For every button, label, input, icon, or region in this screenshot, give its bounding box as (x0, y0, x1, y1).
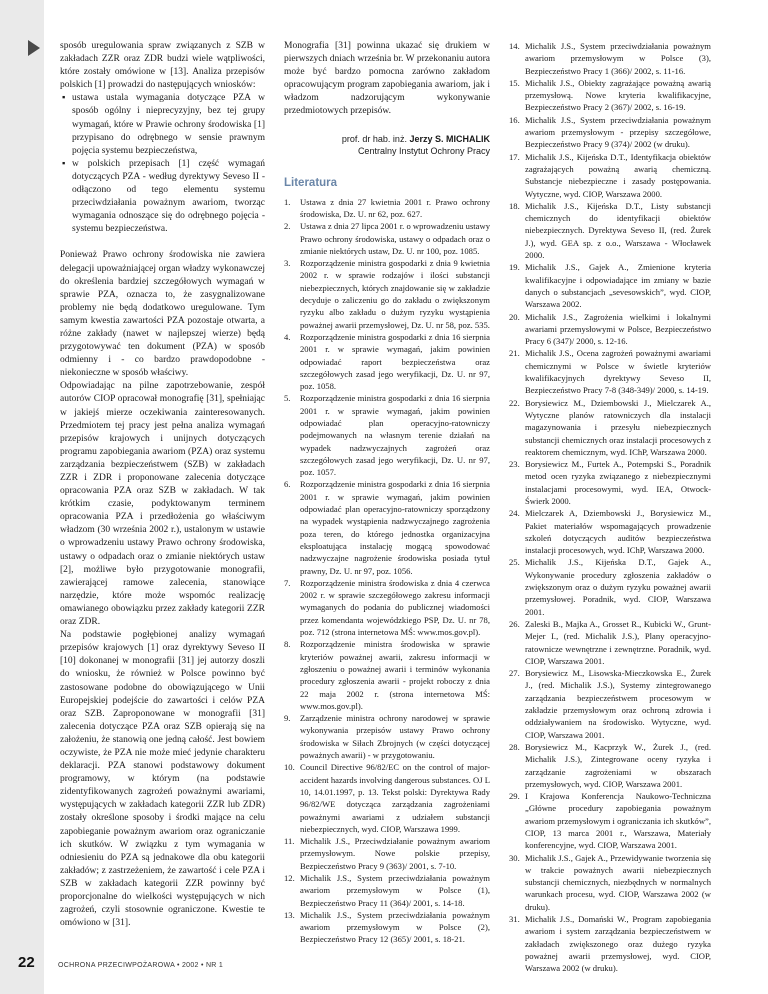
reference-item (509, 347, 711, 396)
reference-number: 31. (509, 914, 520, 925)
reference-number: 20. (509, 311, 520, 322)
reference-number: 1. (284, 196, 291, 207)
reference-item (284, 478, 490, 576)
author-name: Jerzy S. MICHALIK (409, 133, 490, 144)
author-affiliation: Centralny Instytut Ochrony Pracy (357, 145, 490, 156)
reference-item (509, 397, 711, 458)
reference-text: Ustawa z dnia 27 kwietnia 2001 r. Prawo ochrony środowiska, Dz. U. nr 62, poz. 627. (300, 196, 490, 219)
reference-text: Michalik J.S., Kijeńska D.T., Identyfikacja obiektów zagrażających poważną awarią chemiczną. Substancje niebezpieczne i zasady postępowania. Wytyczne, wyd. CIOP, Warszawa 2000. (525, 151, 711, 199)
reference-list (284, 196, 490, 946)
reference-number: 5. (284, 393, 291, 404)
bullet-list (60, 92, 265, 236)
reference-number: 6. (284, 479, 291, 490)
reference-text: Borysiewicz M., Dziembowski J., Mielczarek A., Wytyczne planów ratowniczych dla instalacji magazynowania i przesyłu niebezpiecznych substancji chemicznych oraz instalacji procesowych z reaktorem chemicznym, wyd. IChP, Warszawa 2000. (525, 397, 711, 457)
reference-number: 30. (509, 852, 520, 863)
reference-text: I Krajowa Konferencja Naukowo-Techniczna „Główne procedury zapobiegania poważnym awariom przemysłowym i ograniczania ich skutków”, CIOP, 13 marca 2001 r., Warszawa, Materiały konferencyjne, wyd. CIOP, Warszawa 2001. (525, 791, 711, 851)
reference-item (284, 392, 490, 478)
reference-number: 24. (509, 508, 520, 519)
reference-text: Michalik J.S., Ocena zagrożeń poważnymi awariami chemicznymi w Polsce w świetle kryteriów kwalifikacyjnych dyrektywy Seveso II, Bezpieczeństwo Pracy 7-8 (348-349)/ 2000, s. 14-19. (525, 348, 711, 396)
reference-number: 13. (284, 909, 295, 920)
reference-item (509, 261, 711, 310)
column-1 (60, 40, 265, 930)
reference-item (509, 618, 711, 667)
bullet-item: ▪ w polskich przepisach [1] część wymagań dotyczących PZA - według dyrektywy Seveso II - odłączono od tego elementu systemu przeciwdziałania poważnym awariom, tworząc wymagania odnoszące się do odrębnego pojęcia - systemu bezpieczeństwa. (60, 158, 265, 237)
reference-text: Rozporządzenie ministra środowiska z dnia 4 czerwca 2002 r. w sprawie szczegółowego zakresu informacji wymaganych do podania do publicznej wiadomości przez komendanta wojewódzkiego PSP, Dz. U. nr 78, poz. 712 (strona internetowa MŚ: www.mos.gov.pl). (300, 577, 490, 638)
reference-number: 17. (509, 151, 520, 162)
reference-text: Michalik J.S., System przeciwdziałania poważnym awariom przemysłowym - przepisy szczegółowe, Bezpieczeństwo Pracy 9 (374)/ 2002 (w druku). (525, 114, 711, 150)
reference-text: Michalik J.S., Domański W., Program zapobiegania awariom i system zarządzania bezpieczeństwem w zakładach zwiększonego oraz dużego ryzyka poważnej awarii przemysłowej, wyd. CIOP, Warszawa 2002 (w druku). (525, 914, 711, 974)
author-signature (284, 133, 490, 157)
reference-number: 25. (509, 557, 520, 568)
reference-number: 2. (284, 221, 291, 232)
column-3 (509, 40, 711, 975)
bullet-item: ▪ ustawa ustala wymagania dotyczące PZA w sposób ogólny i nieprecyzyjny, bez tej grupy wymagań, które w Prawie ochrony środowiska [1] przypisano do odrębnego w sensie prawnym pojęcia systemu bezpieczeństwa, (60, 92, 265, 157)
reference-number: 10. (284, 762, 295, 773)
reference-item (284, 196, 490, 221)
reference-number: 12. (284, 872, 295, 883)
paragraph: Ponieważ Prawo ochrony środowiska nie zawiera delegacji upoważniającej organ władzy wykonawczej do określenia bardziej szczegółowych wymagań w sprawie PZA, oznacza to, że zasygnalizowane problemy nie będą dodatkowo uregulowane. Tym samym kwestia zawartości PZA pozostaje otwarta, a różne zakłady (nawet w najlepszej wierze) będą przygotowywać ten dokument (PZA) w sposób odmienny i - co bardzo prawdopodobne - niekonieczne w sposób właściwy. (60, 250, 265, 379)
arrow-marker-icon (28, 40, 40, 56)
reference-number: 14. (509, 41, 520, 51)
reference-item (509, 790, 711, 851)
reference-number: 21. (509, 348, 520, 359)
footer-journal: OCHRONA PRZECIWPOŻAROWA • 2002 • NR 1 (58, 962, 224, 969)
reference-item (284, 909, 490, 946)
reference-number: 29. (509, 791, 520, 802)
literature-heading: Literatura (284, 176, 338, 189)
reference-item (284, 220, 490, 257)
reference-number: 23. (509, 459, 520, 470)
reference-text: Rozporządzenie ministra gospodarki z dnia 16 sierpnia 2001 r. w sprawie wymagań, jakim powinien odpowiadać raport bezpieczeństwa oraz szczegółowych zasad jego weryfikacji, Dz. U. nr 97, poz. 1058. (300, 331, 490, 392)
reference-item (509, 200, 711, 261)
column-2 (284, 40, 490, 946)
reference-item (284, 872, 490, 909)
reference-item (509, 151, 711, 200)
reference-text: Michalik J.S., Przeciwdziałanie poważnym awariom przemysłowym. Nowe polskie przepisy, Bezpieczeństwo Pracy 9 (363)/ 2001, s. 7-10. (300, 836, 490, 871)
reference-text: Borysiewicz M., Kacprzyk W., Żurek J., (red. Michalik J.S.), Zintegrowane oceny ryzyka i zarządzanie zagrożeniami w obszarach przemysłowych, wyd. CIOP, Warszawa 2001. (525, 741, 711, 789)
reference-text: Mielczarek A, Dziembowski J., Borysiewicz M., Pakiet materiałów wspomagających prowadzenie szkoleń dotyczących auditów bezpieczeństwa instalacji procesowych, wyd. IChP, Warszawa 2000. (525, 508, 711, 556)
reference-number: 19. (509, 262, 520, 273)
reference-item (509, 114, 711, 151)
reference-list (509, 40, 711, 975)
reference-text: Rozporządzenie ministra gospodarki z dnia 16 sierpnia 2001 r. w sprawie wymagań, jakim powinien odpowiadać plan operacyjno-ratowniczy sporządzony na wypadek wystąpienia nadzwyczajnego zagrożenia poza teren, do którego jednostka organizacyjna eksploatująca instalację mogącą spowodować nadzwyczajne nagrożenie środowiska posiada tytuł prawny, Dz. U. nr 97, poz. 1056. (300, 479, 490, 576)
reference-text: Borysiewicz M., Lisowska-Mieczkowska E., Żurek J., (red. Michalik J.S.), Systemy zintegrowanego zarządzania bezpieczeństwem procesowym w zakładzie przemysłowym oraz ochroną zdrowia i oddziaływaniem na środowisko. Wytyczne, wyd. CIOP, Warszawa 2001. (525, 668, 711, 740)
reference-number: 11. (284, 836, 295, 847)
reference-text: Michalik J.S., Kijeńska D.T., Gajek A., Wykonywanie procedury zgłoszenia zakładów o zwiększonym oraz o dużym ryzyku poważnej awarii przemysłowej. Poradnik, wyd. CIOP, Warszawa 2001. (525, 557, 711, 617)
reference-text: Borysiewicz M., Furtek A., Potempski S., Poradnik metod ocen ryzyka związanego z niebezpiecznymi instalacjami procesowymi, wyd. IEA, Otwock-Świerk 2000. (525, 459, 711, 506)
reference-number: 28. (509, 741, 520, 752)
reference-number: 3. (284, 258, 291, 269)
reference-item (284, 712, 490, 761)
reference-item (509, 40, 711, 77)
reference-text: Michalik J.S., Obiekty zagrażające poważną awarią przemysłową. Nowe kryteria kwalifikacyjne, Bezpieczeństwo Pracy 2 (367)/ 2002, s. 16-19. (525, 77, 711, 113)
reference-text: Michalik J.S., Zagrożenia wielkimi i lokalnymi awariami przemysłowymi w Polsce, Bezpieczeństwo Pracy 6 (347)/ 2000, s. 12-16. (525, 311, 711, 347)
reference-text: Michalik J.S., System przeciwdziałania poważnym awariom przemysłowym w Polsce (3), Bezpieczeństwo Pracy 1 (366)/ 2002, s. 11-16. (525, 41, 711, 76)
reference-item (509, 458, 711, 507)
paragraph: Odpowiadając na pilne zapotrzebowanie, zespół autorów CIOP opracował monografię [31], spełniając w jakiejś mierze oczekiwania zainteresowanych. Przedmiotem tej pracy jest pełna analiza wymagań przepisów krajowych i unijnych dotyczących programu zapobiegania awariom (PZA) oraz systemu zarządzania bezpieczeństwem (SZB) w zakładach ZZR i ZDR i proponowane zalecenia dotyczące opracowania PZA oraz SZB w zakładach. W tak krótkim czasie, podyktowanym terminem opracowania PZA i przedłożenia go właściwym władzom (30 września 2002 r.), ustalonym w ustawie o wprowadzeniu ustawy Prawo ochrony środowiska, ustawy o odpadach oraz o zmianie niektórych ustaw [2], możliwe było przygotowanie monografii, zawierającej ramowe zalecenia, stanowiące narzędzie, które może wspomóc realizację omawianego obowiązku przez zakłady kategorii ZZR oraz ZDR. (60, 381, 265, 628)
reference-item (509, 913, 711, 974)
reference-item (284, 577, 490, 638)
reference-text: Ustawa z dnia 27 lipca 2001 r. o wprowadzeniu ustawy Prawo ochrony środowiska, ustawy o odpadach oraz o zmianie niektórych ustaw, Dz. U. nr 100, poz. 1085. (300, 221, 490, 256)
reference-text: Council Directive 96/82/EC on the control of major-accident hazards involving dangerous substances. OJ L 10, 14.01.1997, p. 13. Tekst polski: Dyrektywa Rady 96/82/WE dotycząca zarządzania zagrożeniami poważnymi awariami z udziałem substancji niebezpiecznych, wyd. CIOP, Warszawa 1999. (300, 762, 490, 834)
reference-text: Rozporządzenie ministra gospodarki z dnia 16 sierpnia 2001 r. w sprawie wymagań, jakim powinien odpowiadać plan operacyjno-ratowniczy podejmowanych na własnym terenie działań na wypadek nadzwyczajnych zagrożeń oraz szczegółowych zasad jego weryfikacji, Dz. U. nr 97, poz. 1057. (300, 393, 490, 478)
reference-item (284, 331, 490, 392)
reference-number: 15. (509, 77, 520, 88)
reference-number: 26. (509, 618, 520, 629)
reference-item (284, 761, 490, 835)
reference-number: 7. (284, 577, 291, 588)
reference-text: Michalik J.S., System przeciwdziałania poważnym awariom przemysłowym w Polsce (1), Bezpieczeństwo Pracy 11 (364)/ 2001, s. 14-18. (300, 872, 490, 908)
reference-item (509, 852, 711, 913)
paragraph-closing: Monografia [31] powinna ukazać się drukiem w pierwszych dniach września br. W przekonaniu autora może być bardzo pomocna zarówno zakładom opracowującym program zapobiegania awariom, jak i władzom nadzorującym wykonywanie przedmiotowych przepisów. (284, 41, 490, 117)
reference-text: Michalik J.S., Gajek A., Zmienione kryteria kwalifikacyjne i odpowiadające im zmiany w bazie danych o substancjach „sevesowskich”, wyd. CIOP, Warszawa 2002. (525, 262, 711, 310)
reference-number: 18. (509, 200, 520, 211)
reference-item (509, 77, 711, 114)
page-sidebar (0, 0, 44, 994)
reference-number: 27. (509, 668, 520, 679)
reference-number: 16. (509, 114, 520, 125)
reference-text: Michalik J.S., Gajek A., Przewidywanie tworzenia się w trakcie poważnych awarii niebezpiecznych substancji chemicznych, niezbędnych w normalnych warunkach procesu, wyd. CIOP, Warszawa 2002 (w druku). (525, 852, 711, 912)
reference-text: Rozporządzenie ministra gospodarki z dnia 9 kwietnia 2002 r. w sprawie rodzajów i ilości substancji niebezpiecznych, których znajdowanie się w zakładzie decyduje o zaliczeniu go do zakładu o zwiększonym ryzyku albo zakładu o dużym ryzyku wystąpienia poważnej awarii przemysłowej, Dz. U. nr 58, poz. 535. (300, 258, 490, 330)
reference-text: Michalik J.S., System przeciwdziałania poważnym awariom przemysłowym w Polsce (2), Bezpieczeństwo Pracy 12 (365)/ 2001, s. 18-21. (300, 909, 490, 945)
page-number: 22 (18, 954, 35, 971)
author-title: prof. dr hab. inż. (341, 133, 407, 144)
reference-item (509, 311, 711, 348)
reference-text: Zarządzenie ministra ochrony narodowej w sprawie wykonywania przepisów ustawy Prawo ochrony środowiska w Siłach Zbrojnych (w części dotyczącej poważnych awarii) - w przygotowaniu. (300, 713, 490, 761)
reference-item (284, 257, 490, 331)
reference-text: Zaleski B., Majka A., Grosset R., Kubicki W., Grunt-Mejer I., (red. Michalik J.S.), Plany operacyjno-ratownicze wewnętrzne i zewnętrzne. Poradnik, wyd. CIOP, Warszawa 2001. (525, 618, 711, 666)
reference-item (284, 638, 490, 712)
reference-item (509, 741, 711, 790)
reference-number: 22. (509, 397, 520, 408)
reference-item (509, 507, 711, 556)
reference-number: 9. (284, 713, 291, 724)
paragraph: Na podstawie pogłębionej analizy wymagań przepisów krajowych [1] oraz dyrektywy Seveso II [10] dokonanej w monografii [31] jej autorzy doszli do wniosku, że również w Polsce powinno być zastosowane podobne do obowiązującego w Unii Europejskiej podejście do zawartości i celów PZA oraz SZB. Zaproponowane w monografii [31] zalecenia dotyczące PZA oraz SZB opierają się na założeniu, że stanowią one jedną całość. Jest bowiem oczywiste, że PZA nie może mieć jedynie charakteru deklaracji. PZA stanowi podstawowy dokument programowy, w którym (na podstawie zidentyfikowanych zagrożeń poważnymi awariami, występujących w zakładach kategorii ZZR lub ZDR) zostały określone sposoby i środki mające na celu zapobieganie poważnym awariom oraz ograniczanie ich skutków. W związku z tym wymagania w odniesieniu do PZA są jednakowe dla obu kategorii zakładów; z zastrzeżeniem, że zawartość i cele PZA i SZB w zakładach kategorii ZZR powinny być proporcjonalne do wielkości występujących w nich zagrożeń, czyli stosownie ograniczone. Kwestie te omówiono w [31]. (60, 630, 265, 929)
reference-number: 4. (284, 331, 291, 342)
reference-text: Michalik J.S., Kijeńska D.T., Listy substancji chemicznych do identyfikacji obiektów niebezpiecznych. Dyrektywa Seveso II, (red. Żurek J.), wyd. GEA sp. z o.o., Warszawa - Włocławek 2000. (525, 200, 711, 261)
reference-text: Rozporządzenie ministra środowiska w sprawie kryteriów poważnej awarii, zakresu informacji w zgłoszeniu o poważnej awarii i terminów wykonania procedury zgłoszenia awarii - projekt roboczy z dnia 22 maja 2002 r. (strona internetowa MŚ: www.mos.gov.pl). (300, 639, 490, 711)
reference-item (284, 835, 490, 872)
paragraph-intro: sposób uregulowania spraw związanych z SZB w zakładach ZZR oraz ZDR budzi wiele wątpliwości, które zostały omówione w [13]. Analiza przepisów polskich [1] prowadzi do następujących wniosków: (60, 41, 265, 91)
reference-number: 8. (284, 639, 291, 650)
reference-item (509, 667, 711, 741)
reference-item (509, 556, 711, 617)
